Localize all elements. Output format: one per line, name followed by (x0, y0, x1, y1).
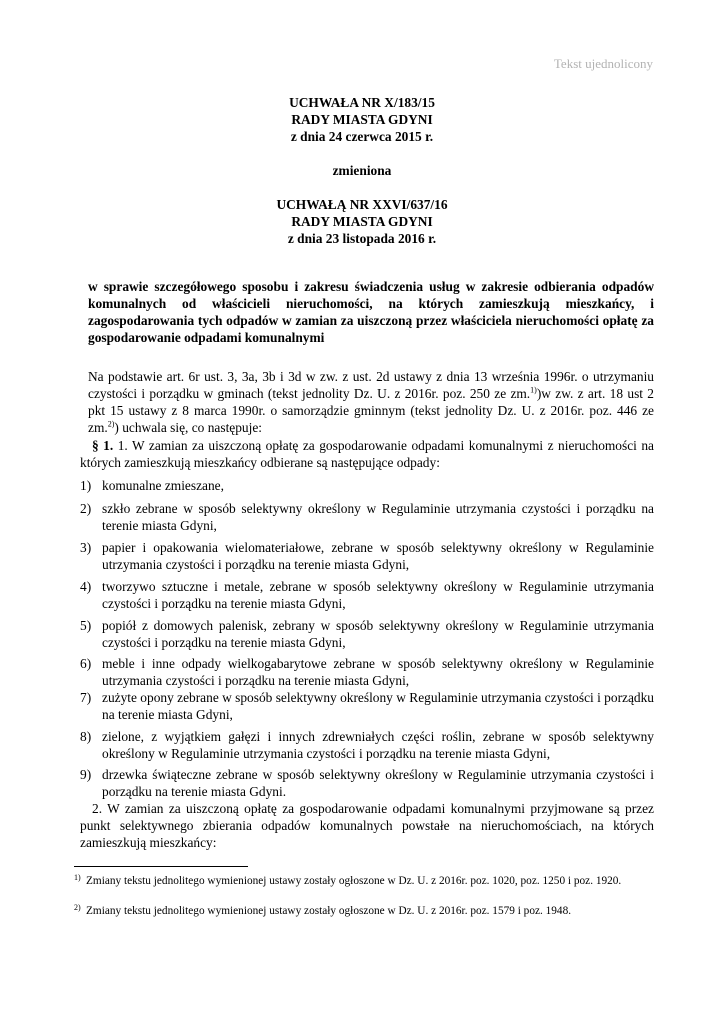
list-item-number: 5) (80, 618, 92, 633)
watermark-text: Tekst ujednolicony (553, 56, 653, 71)
amending-resolution-number: UCHWAŁĄ NR XXVI/637/16 (276, 197, 448, 212)
list-item-text: drzewka świąteczne zebrane w sposób selektywny określony w Regulaminie utrzymania czystości i porządku na terenie miasta Gdyni. (102, 767, 654, 799)
amending-resolution-date: z dnia 23 listopada 2016 r. (287, 231, 437, 246)
list-item-number: 1) (80, 478, 92, 493)
list-item (80, 689, 654, 723)
list-item-text: tworzywo sztuczne i metale, zebrane w sposób selektywny określony w Regulaminie utrzymania czystości i porządku na terenie miasta Gdyni, (102, 579, 654, 611)
list-item (80, 728, 654, 762)
preamble-part2: )w zw. z art. 18 ust 2 pkt 15 ustawy z 8 marca 1990r. o samorządzie gminnym (tekst jednolity Dz. U. z 2016r. poz. 446 ze zm. (88, 386, 654, 435)
section-1-intro (80, 437, 654, 471)
section-1-text: 1. W zamian za uiszczoną opłatę za gospodarowanie odpadami komunalnymi z nieruchomości na których zamieszkują mieszkańcy odbierane są następujące odpady: (80, 438, 655, 470)
resolution-number: UCHWAŁA NR X/183/15 (289, 95, 435, 110)
list-item-text: meble i inne odpady wielkogabarytowe zebrane w sposób selektywny określony w Regulaminie utrzymania czystości i porządku na terenie miasta Gdyni, (102, 656, 654, 688)
list-item-number: 3) (80, 540, 92, 555)
preamble-part1: Na podstawie art. 6r ust. 3, 3a, 3b i 3d w zw. z ust. 2d ustawy z dnia 13 września 1996r. o utrzymaniu czystości i porządku w gminach (tekst jednolity Dz. U. z 2016r. poz. 250 ze zm. (88, 369, 654, 401)
title-block (0, 94, 724, 145)
footnote-text: Zmiany tekstu jednolitego wymienionej ustawy zostały ogłoszone w Dz. U. z 2016r. poz. 1020, poz. 1250 i poz. 1920. (86, 875, 622, 887)
list-item-text: zużyte opony zebrane w sposób selektywny określony w Regulaminie utrzymania czystości i porządku na terenie miasta Gdyni, (102, 690, 654, 722)
council-name: RADY MIASTA GDYNI (291, 112, 433, 127)
list-item (80, 578, 654, 612)
footnote-1: 1) Zmiany tekstu jednolitego wymienionej ustawy zostały ogłoszone w Dz. U. z 2016r. poz. 1020, poz. 1250 i poz. 1920. (74, 874, 654, 888)
preamble (88, 368, 654, 436)
list-item (80, 539, 654, 573)
list-item (80, 655, 654, 689)
list-item-text: szkło zebrane w sposób selektywny określony w Regulaminie utrzymania czystości i porządku na terenie miasta Gdyni, (102, 501, 654, 533)
list-item-number: 2) (80, 501, 92, 516)
section-mark: § 1. (92, 438, 114, 453)
list-item (80, 477, 654, 494)
list-item-number: 9) (80, 767, 92, 782)
list-item-text: papier i opakowania wielomateriałowe, zebrane w sposób selektywny określony w Regulaminie utrzymania czystości i porządku na terenie miasta Gdyni, (102, 540, 654, 572)
footnote-text: Zmiany tekstu jednolitego wymienionej ustawy zostały ogłoszone w Dz. U. z 2016r. poz. 1579 i poz. 1948. (86, 905, 572, 917)
list-item (80, 617, 654, 651)
list-item (80, 766, 654, 800)
section-1-point-2: 2. W zamian za uiszczoną opłatę za gospodarowanie odpadami komunalnymi przyjmowane są przez punkt selektywnego zbierania odpadów komunalnych powstałe na nieruchomościach, na których zamieszkują mieszkańcy: (80, 801, 654, 850)
list-item-text: popiół z domowych palenisk, zebrany w sposób selektywny określony w Regulaminie utrzymania czystości i porządku na terenie miasta Gdyni, (102, 618, 654, 650)
footnote-ref-1: 1) (530, 385, 537, 395)
footnote-2: 2) Zmiany tekstu jednolitego wymienionej ustawy zostały ogłoszone w Dz. U. z 2016r. poz. 1579 i poz. 1948. (74, 904, 654, 918)
amended-label: zmieniona (332, 163, 392, 178)
list-item-text: zielone, z wyjątkiem gałęzi i innych zdrewniałych części roślin, zebrane w sposób selektywny określony w Regulaminie utrzymania czystości i porządku na terenie miasta Gdyni, (102, 729, 654, 761)
footnote-separator (74, 866, 248, 867)
amending-council-name: RADY MIASTA GDYNI (291, 214, 433, 229)
resolution-subject: w sprawie szczegółowego sposobu i zakresu świadczenia usług w zakresie odbierania odpadów komunalnych od właścicieli nieruchomości, na których zamieszkują mieszkańcy, i zagospodarowania tych odpadów w zamian za uiszczoną przez właściciela nieruchomości opłatę za gospodarowanie odpadami komunalnymi (88, 279, 654, 345)
list-item-number: 7) (80, 690, 92, 705)
resolution-date: z dnia 24 czerwca 2015 r. (290, 129, 434, 144)
footnote-ref-2: 2) (107, 419, 115, 429)
list-item (80, 500, 654, 534)
list-item-text: komunalne zmieszane, (102, 478, 224, 493)
list-item-number: 6) (80, 656, 92, 671)
amending-block (0, 196, 724, 247)
list-item-number: 8) (80, 729, 92, 744)
preamble-part3: ) uchwala się, co następuje: (114, 420, 263, 435)
list-item-number: 4) (80, 579, 92, 594)
